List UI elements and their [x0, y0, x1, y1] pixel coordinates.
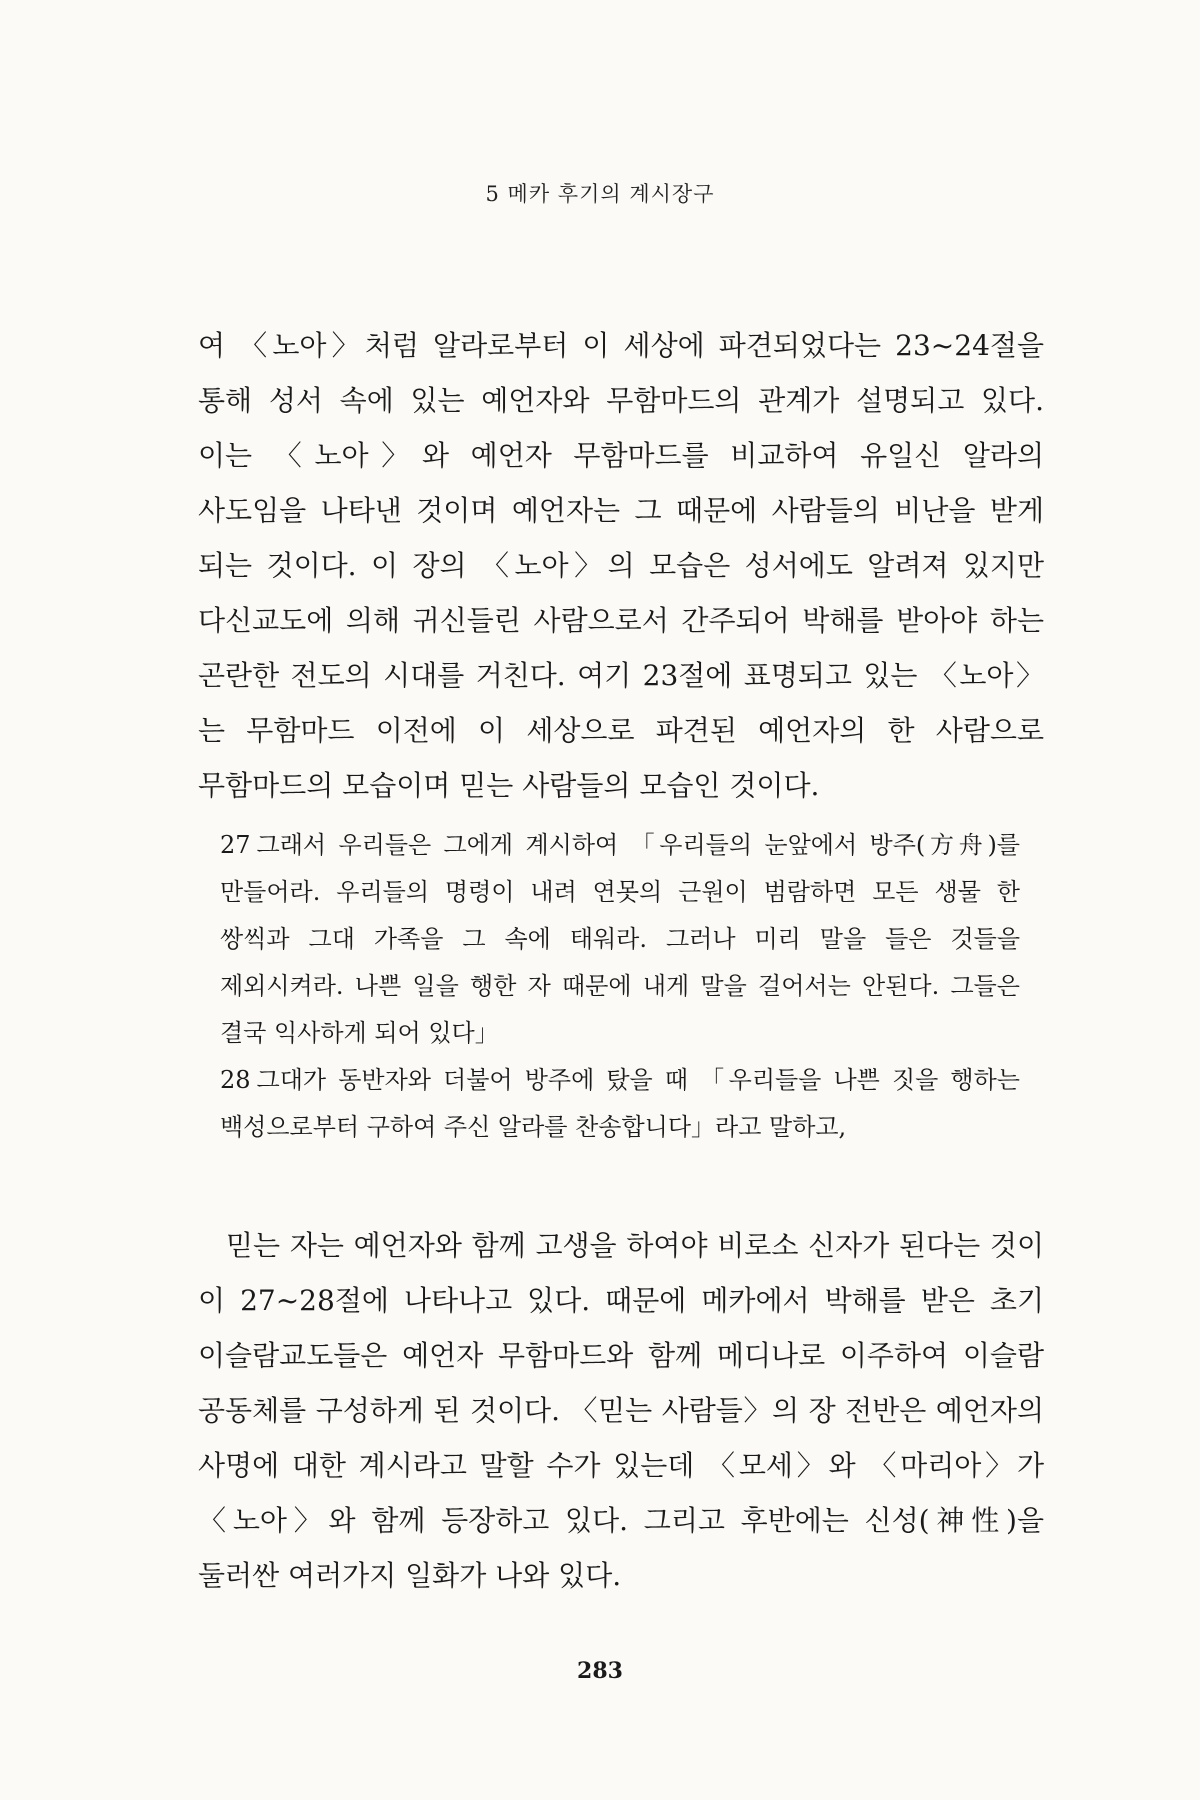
verse-27	[220, 822, 1020, 1057]
verse-text: 그대가 동반자와 더불어 방주에 탔을 때 「우리들을 나쁜 짓을 행하는 백성으로부터 구하여 주신 알라를 찬송합니다」라고 말하고,	[220, 1066, 1020, 1141]
verse-28	[220, 1057, 1020, 1151]
page-number: 283	[577, 1658, 623, 1684]
running-header: 5 메카 후기의 계시장구	[485, 182, 715, 206]
body-paragraph-1: 여 〈노아〉처럼 알라로부터 이 세상에 파견되었다는 23~24절을 통해 성서 속에 있는 예언자와 무함마드의 관계가 설명되고 있다. 이는 〈노아〉와 예언자 무함마드를 비교하여 유일신 알라의 사도임을 나타낸 것이며 예언자는 그 때문에 사람들의 비난을 받게 되는 것이다. 이 장의 〈노아〉의 모습은 성서에도 알려져 있지만 다신교도에 의해 귀신들린 사람으로서 간주되어 박해를 받아야 하는 곤란한 전도의 시대를 거친다. 여기 23절에 표명되고 있는 〈노아〉는 무함마드 이전에 이 세상으로 파견된 예언자의 한 사람으로 무함마드의 모습이며 믿는 사람들의 모습인 것이다.	[198, 329, 1044, 802]
quoted-verses	[220, 822, 1020, 1151]
verse-number: 27	[220, 831, 251, 859]
body-paragraph-2: 믿는 자는 예언자와 함께 고생을 하여야 비로소 신자가 된다는 것이 이 27~28절에 나타나고 있다. 때문에 메카에서 박해를 받은 초기 이슬람교도들은 예언자 무함마드와 함께 메디나로 이주하여 이슬람 공동체를 구성하게 된 것이다. 〈믿는 사람들〉의 장 전반은 예언자의 사명에 대한 계시라고 말할 수가 있는데 〈모세〉와 〈마리아〉가 〈노아〉와 함께 등장하고 있다. 그리고 후반에는 신성(神性)을 둘러싼 여러가지 일화가 나와 있다.	[198, 1229, 1044, 1592]
verse-text: 그래서 우리들은 그에게 계시하여 「우리들의 눈앞에서 방주(方舟)를 만들어라. 우리들의 명령이 내려 연못의 근원이 범람하면 모든 생물 한 쌍씩과 그대 가족을 그 속에 태워라. 그러나 미리 말을 들은 것들을 제외시켜라. 나쁜 일을 행한 자 때문에 내게 말을 걸어서는 안된다. 그들은 결국 익사하게 되어 있다」	[220, 831, 1020, 1047]
verse-number: 28	[220, 1066, 251, 1094]
